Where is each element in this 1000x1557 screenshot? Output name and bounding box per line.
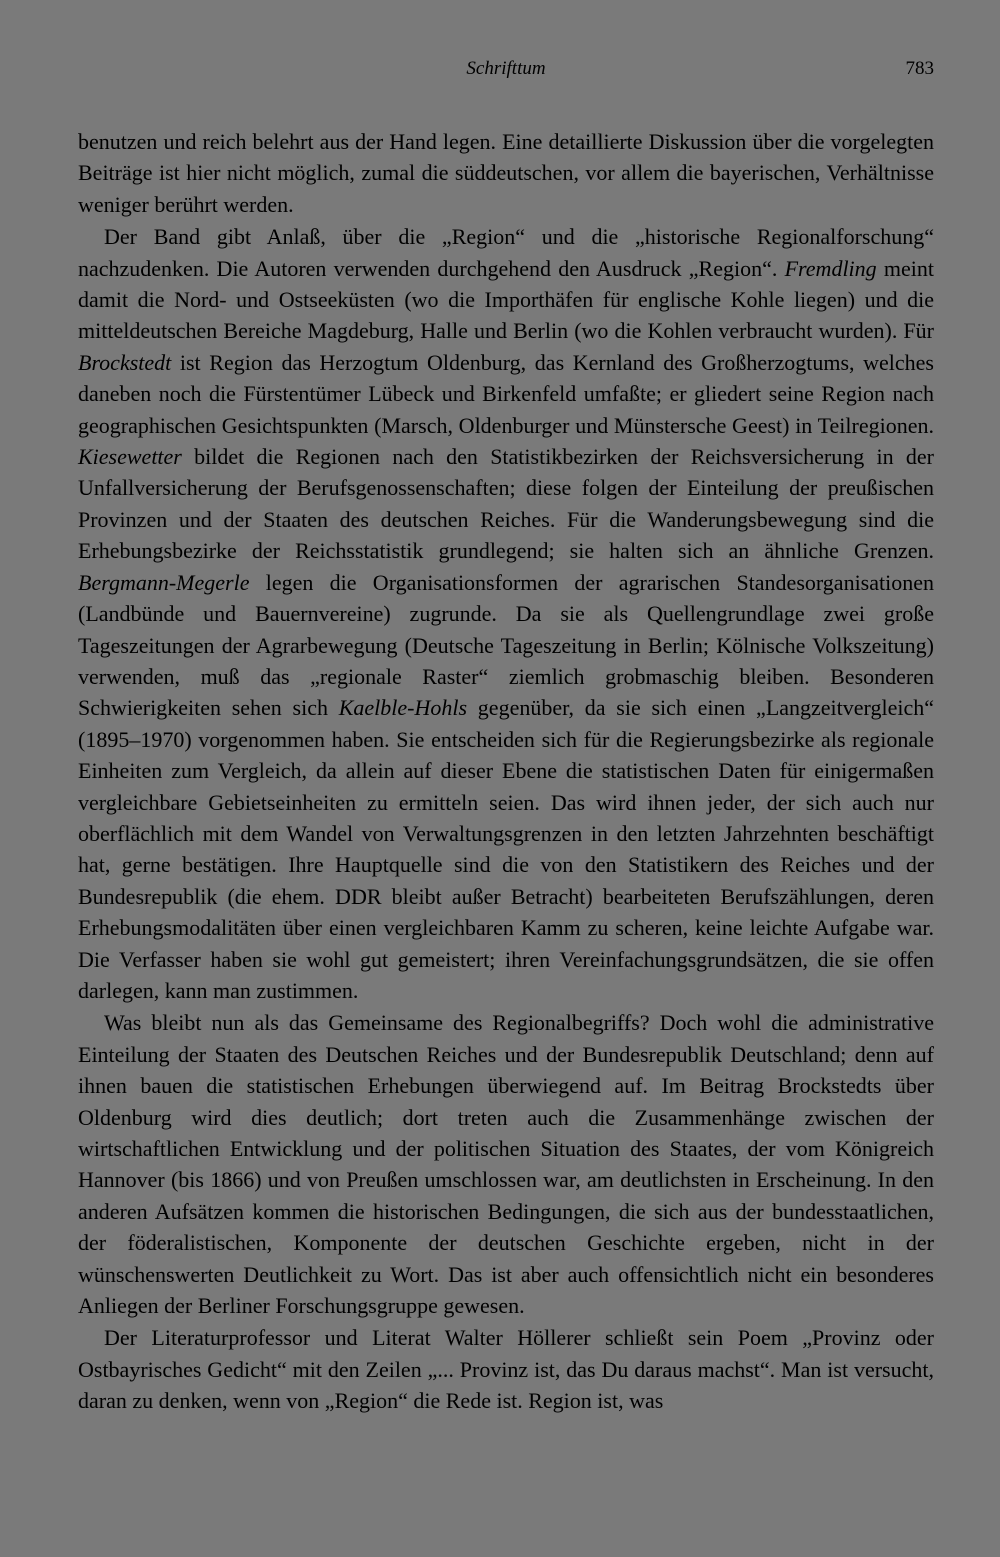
paragraph [78, 1322, 934, 1416]
text-run: Der Band gibt Anlaß, über die „Region“ und die „historische Regionalforschung“ nachzudenken. Die Autoren verwenden durchgehend den Ausdruck „Region“. [78, 224, 934, 281]
author-name: Kiesewetter [78, 444, 182, 470]
text-run: benutzen und reich belehrt aus der Hand legen. Eine detaillierte Diskussion über die vorgelegten Beiträge ist hier nicht möglich, zumal die süddeutschen, vor allem die bayerischen, Verhältnisse weniger berührt werden. [78, 129, 934, 217]
running-title: Schrifttum [466, 58, 546, 79]
text-run: meint damit die Nord- und Ostseeküsten (wo die Importhäfen für englische Kohle liegen) und die mitteldeutschen Bereiche Magdeburg, Halle und Berlin (wo die Kohlen verbraucht wurden). Für [78, 255, 935, 344]
text-run: legen die Organisationsformen der agrarischen Standesorganisationen (Landbünde und Bauernvereine) zugrunde. Da sie als Quellengrundlage zwei große Tageszeitungen der Agrarbewegung (Deutsche Tageszeitung in Berlin; Kölnische Volkszeitung) verwenden, muß das „regionale Raster“ ziemlich grobmaschig bleiben. Besonderen Schwierigkeiten sehen sich [78, 569, 934, 721]
author-name: Fremdling [784, 255, 877, 281]
text-run: bildet die Regionen nach den Statistikbezirken der Reichsversicherung in der Unfallversicherung der Berufsgenossenschaften; diese folgen der Einteilung der preußischen Provinzen und der Staaten des deutschen Reiches. Für die Wanderungsbewegung sind die Erhebungsbezirke der Reichsstatistik grundlegend; sie halten sich an ähnliche Grenzen. [78, 444, 934, 564]
text-run: gegenüber, da sie sich einen „Langzeitvergleich“ (1895–1970) vorgenommen haben. Sie entscheiden sich für die Regierungsbezirke als regionale Einheiten zum Vergleich, da allein auf dieser Ebene die statistischen Daten für einigermaßen vergleichbare Gebietseinheiten zu ermitteln seien. Das wird ihnen jeder, der sich auch nur oberflächlich mit dem Wandel von Verwaltungsgrenzen in den letzten Jahrzehnten beschäftigt hat, gerne bestätigen. Ihre Hauptquelle sind die von den Statistikern des Reiches und der Bundesrepublik (die ehem. DDR bleibt außer Betracht) bearbeiteten Berufszählungen, deren Erhebungsmodalitäten über einen vergleichbaren Kamm zu scheren, keine leichte Aufgabe war. Die Verfasser haben sie wohl gut gemeistert; ihren Vereinfachungsgrundsätzen, die sie offen darlegen, kann man zustimmen. [78, 695, 934, 1003]
page-number: 783 [905, 58, 934, 79]
author-name: Brockstedt [78, 349, 172, 375]
author-name: Bergmann-Megerle [78, 569, 250, 595]
text-run: Der Literaturprofessor und Literat Walter Höllerer schließt sein Poem „Provinz oder Ostbayrisches Gedicht“ mit den Zeilen „... Provinz ist, das Du daraus machst“. Man ist versucht, daran zu denken, wenn von „Region“ die Rede ist. Region ist, was [78, 1325, 934, 1414]
paragraph [78, 221, 934, 1006]
paragraph [78, 1007, 934, 1321]
paragraph [78, 126, 934, 220]
author-name: Kaelble-Hohls [338, 695, 468, 721]
text-run: ist Region das Herzogtum Oldenburg, das Kernland des Großherzogtums, welches daneben noch die Fürstentümer Lübeck und Birkenfeld umfaßte; er gliedert seine Region nach geographischen Gesichtspunkten (Marsch, Oldenburger und Münstersche Geest) in Teilregionen. [78, 349, 934, 438]
body-text [78, 126, 934, 1417]
running-header [78, 58, 934, 90]
text-run: Was bleibt nun als das Gemeinsame des Regionalbegriffs? Doch wohl die administrative Einteilung der Staaten des Deutschen Reiches und der Bundesrepublik Deutschland; denn auf ihnen bauen die statistischen Erhebungen überwiegend auf. Im Beitrag Brockstedts über Oldenburg wird dies deutlich; dort treten auch die Zusammenhänge zwischen der wirtschaftlichen Entwicklung und der politischen Situation des Staates, der vom Königreich Hannover (bis 1866) und von Preußen umschlossen war, am deutlichsten in Erscheinung. In den anderen Aufsätzen kommen die historischen Bedingungen, die sich aus der bundesstaatlichen, der föderalistischen, Komponente der deutschen Geschichte ergeben, nicht in der wünschenswerten Deutlichkeit zu Wort. Das ist aber auch offensichtlich nicht ein besonderes Anliegen der Berliner Forschungsgruppe gewesen. [78, 1010, 934, 1319]
